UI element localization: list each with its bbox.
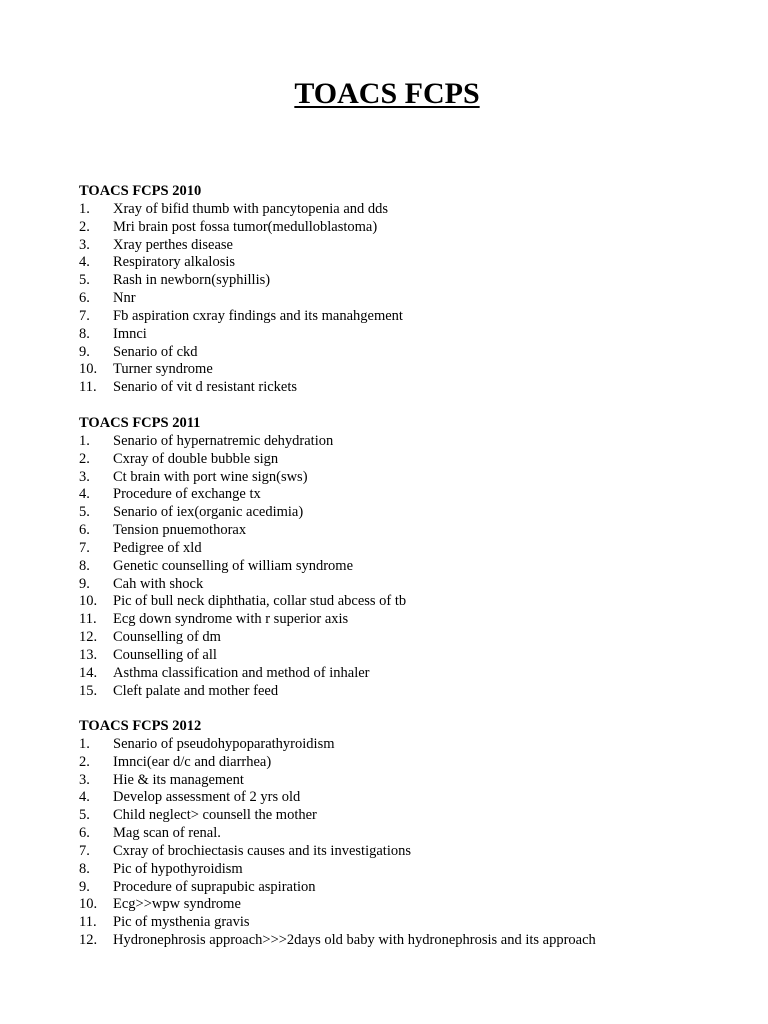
list-item: [79, 879, 739, 897]
list-item: [79, 647, 739, 665]
list-item-number: 2.: [79, 753, 90, 770]
list-item-number: 5.: [79, 504, 90, 521]
list-item-number: 7.: [79, 539, 90, 556]
list-item-number: 8.: [79, 557, 90, 574]
list-item-text: Counselling of all: [113, 646, 217, 663]
list-item-number: 5.: [79, 807, 90, 824]
list-item: [79, 932, 739, 950]
list-item-text: Senario of pseudohypoparathyroidism: [113, 735, 335, 752]
list-item: [79, 361, 739, 379]
list-item-number: 10.: [79, 896, 98, 913]
list-item: [79, 344, 739, 362]
list-item: [79, 326, 739, 344]
list-item: [79, 558, 739, 576]
list-item-text: Imnci: [113, 325, 147, 342]
list-item-text: Procedure of suprapubic aspiration: [113, 878, 316, 895]
list-item-text: Ecg>>wpw syndrome: [113, 896, 241, 913]
list-item: [79, 201, 739, 219]
list-item-text: Rash in newborn(syphillis): [113, 272, 271, 289]
list-item-number: 3.: [79, 236, 90, 253]
list-item: [79, 540, 739, 558]
list-item: [79, 611, 739, 629]
list-item-text: Mag scan of renal.: [113, 825, 221, 842]
list-item-text: Imnci(ear d/c and diarrhea): [113, 753, 272, 770]
list-item: [79, 772, 739, 790]
list-item-text: Asthma classification and method of inhaler: [113, 664, 370, 681]
section-heading: TOACS FCPS 2010: [79, 183, 202, 199]
list-item-text: Child neglect> counsell the mother: [113, 807, 317, 824]
list-item-text: Pic of bull neck diphthatia, collar stud abcess of tb: [113, 593, 407, 610]
list-item-text: Genetic counselling of william syndrome: [113, 557, 354, 574]
list-item: [79, 504, 739, 522]
list-item-text: Cxray of brochiectasis causes and its investigations: [113, 842, 411, 859]
list-item: [79, 308, 739, 326]
list-item: [79, 825, 739, 843]
list-item-text: Hie & its management: [113, 771, 244, 788]
list-item: [79, 576, 739, 594]
list-item-number: 3.: [79, 468, 90, 485]
list-item: [79, 843, 739, 861]
list-item-number: 15.: [79, 682, 98, 699]
list-item-text: Nnr: [113, 290, 136, 307]
list-item-text: Develop assessment of 2 yrs old: [113, 789, 301, 806]
list-item-text: Senario of ckd: [113, 343, 198, 360]
list-item-text: Mri brain post fossa tumor(medulloblastoma): [113, 218, 378, 235]
list-item-text: Pic of hypothyroidism: [113, 860, 243, 877]
list-item-number: 8.: [79, 860, 90, 877]
list-item-number: 12.: [79, 932, 98, 949]
item-list: [79, 201, 739, 397]
list-item-text: Cxray of double bubble sign: [113, 450, 279, 467]
list-item: [79, 219, 739, 237]
list-item: [79, 522, 739, 540]
list-item-text: Cah with shock: [113, 575, 204, 592]
page-title: TOACS FCPS: [294, 77, 480, 110]
list-item-number: 1.: [79, 735, 90, 752]
list-item-number: 6.: [79, 290, 90, 307]
list-item-text: Xray of bifid thumb with pancytopenia and dds: [113, 200, 389, 217]
list-item: [79, 736, 739, 754]
list-item: [79, 914, 739, 932]
list-item: [79, 433, 739, 451]
list-item-number: 4.: [79, 486, 90, 503]
list-item-number: 4.: [79, 789, 90, 806]
list-item-text: Turner syndrome: [113, 361, 213, 378]
list-item: [79, 469, 739, 487]
item-list: [79, 736, 739, 950]
list-item-number: 9.: [79, 343, 90, 360]
list-item-text: Counselling of dm: [113, 629, 221, 646]
list-item: [79, 896, 739, 914]
list-item-text: Procedure of exchange tx: [113, 486, 261, 503]
list-item: [79, 451, 739, 469]
list-item-number: 14.: [79, 664, 98, 681]
list-item: [79, 683, 739, 701]
list-item-text: Fb aspiration cxray findings and its manahgement: [113, 307, 403, 324]
item-list: [79, 433, 739, 701]
list-item-text: Ecg down syndrome with r superior axis: [113, 611, 349, 628]
list-item-text: Pedigree of xld: [113, 539, 202, 556]
list-item-text: Hydronephrosis approach>>>2days old baby with hydronephrosis and its approach: [113, 932, 596, 949]
list-item: [79, 807, 739, 825]
section-toacs-2011: [79, 415, 739, 701]
list-item-number: 1.: [79, 200, 90, 217]
list-item: [79, 665, 739, 683]
list-item: [79, 290, 739, 308]
list-item-text: Cleft palate and mother feed: [113, 682, 279, 699]
list-item-number: 6.: [79, 825, 90, 842]
list-item-number: 4.: [79, 254, 90, 271]
list-item-text: Ct brain with port wine sign(sws): [113, 468, 308, 485]
list-item: [79, 789, 739, 807]
list-item-number: 11.: [79, 914, 97, 931]
list-item: [79, 254, 739, 272]
list-item: [79, 379, 739, 397]
list-item-number: 3.: [79, 771, 90, 788]
section-heading: TOACS FCPS 2011: [79, 415, 201, 431]
section-toacs-2010: [79, 183, 739, 397]
section-toacs-2012: [79, 718, 739, 950]
list-item-text: Pic of mysthenia gravis: [113, 914, 250, 931]
list-item-number: 6.: [79, 522, 90, 539]
list-item-number: 5.: [79, 272, 90, 289]
list-item-text: Xray perthes disease: [113, 236, 233, 253]
list-item: [79, 629, 739, 647]
list-item-text: Senario of hypernatremic dehydration: [113, 432, 334, 449]
list-item-number: 13.: [79, 646, 98, 663]
list-item-number: 7.: [79, 307, 90, 324]
list-item-number: 9.: [79, 575, 90, 592]
list-item-number: 11.: [79, 379, 97, 396]
list-item-number: 10.: [79, 361, 98, 378]
list-item-number: 2.: [79, 218, 90, 235]
list-item-text: Tension pnuemothorax: [113, 522, 247, 539]
list-item: [79, 593, 739, 611]
list-item: [79, 754, 739, 772]
list-item-text: Senario of vit d resistant rickets: [113, 379, 298, 396]
list-item: [79, 237, 739, 255]
list-item-number: 9.: [79, 878, 90, 895]
section-heading: TOACS FCPS 2012: [79, 718, 202, 734]
list-item-number: 2.: [79, 450, 90, 467]
list-item-number: 7.: [79, 842, 90, 859]
list-item: [79, 861, 739, 879]
list-item: [79, 486, 739, 504]
list-item-number: 1.: [79, 432, 90, 449]
list-item-text: Senario of iex(organic acedimia): [113, 504, 304, 521]
list-item-text: Respiratory alkalosis: [113, 254, 236, 271]
list-item-number: 12.: [79, 629, 98, 646]
list-item: [79, 272, 739, 290]
list-item-number: 10.: [79, 593, 98, 610]
list-item-number: 11.: [79, 611, 97, 628]
list-item-number: 8.: [79, 325, 90, 342]
